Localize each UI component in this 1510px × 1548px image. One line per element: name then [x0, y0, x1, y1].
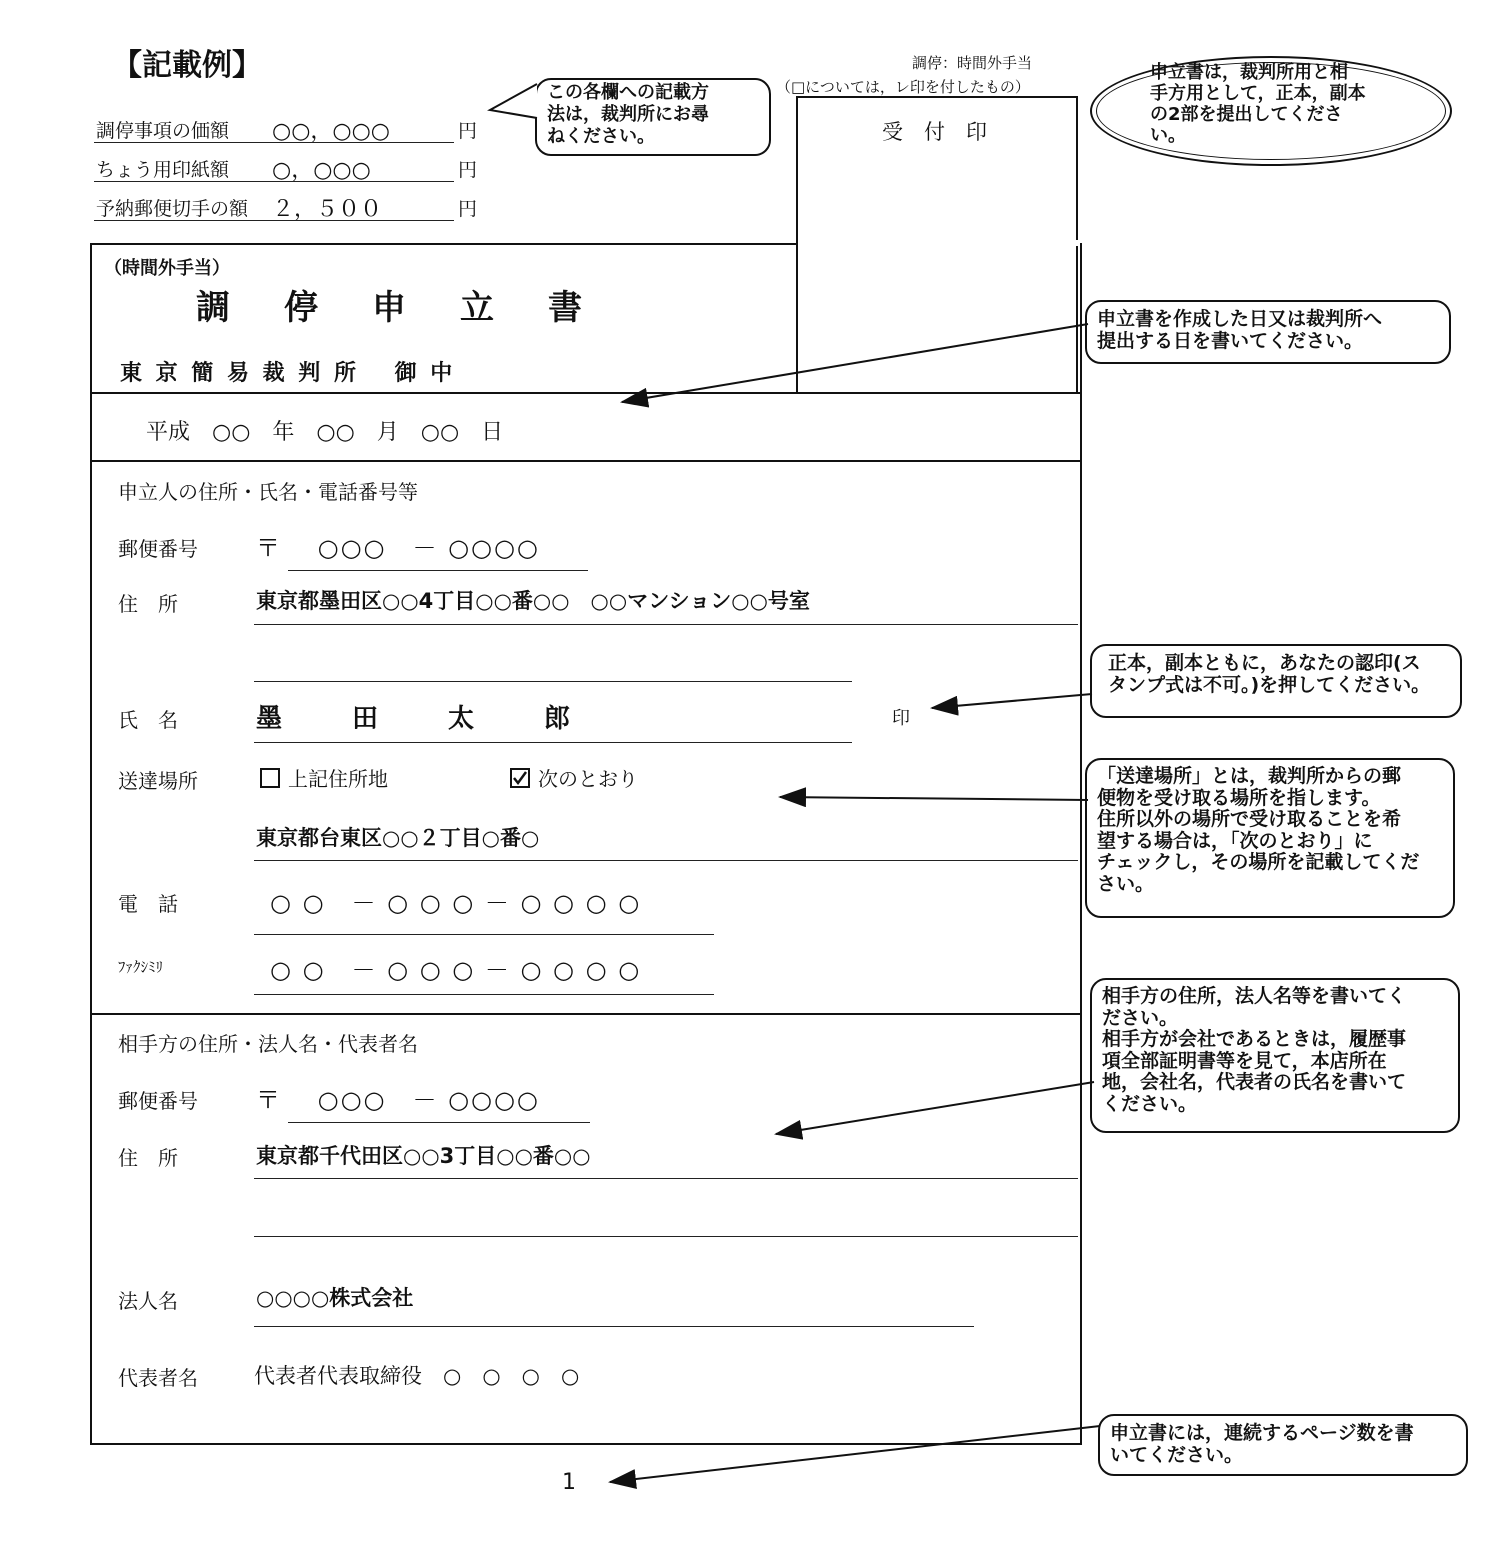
top-note-line2: （□については，レ印を付したもの）	[776, 78, 1030, 96]
delivery-address-field[interactable]: 東京都台東区○○２丁目○番○	[256, 826, 540, 850]
applicant-address-label: 住 所	[118, 592, 178, 616]
applicant-name-field[interactable]: 墨 田 太 郎	[256, 704, 577, 734]
fee-label-postage: 予納郵便切手の額	[96, 198, 249, 220]
representative-field[interactable]: 代表者代表取締役 ○ ○ ○ ○	[254, 1364, 580, 1388]
respondent-address-field[interactable]: 東京都千代田区○○3丁目○○番○○	[256, 1144, 591, 1168]
fax-field[interactable]: ○ ○ － ○ ○ ○ － ○ ○ ○ ○	[270, 956, 642, 984]
note-delivery: 「送達場所」とは，裁判所からの郵 便物を受け取る場所を指します。 住所以外の場所で受け取ることを希 望する場合は，「次のとおり」に チェックし，その場所を記載してくだ さい。	[1085, 758, 1455, 918]
respondent-postal-field[interactable]: 〒 ○○○ － ○○○○	[256, 1086, 540, 1114]
applicant-postal-label: 郵便番号	[118, 537, 198, 561]
page-number: 1	[562, 1470, 576, 1495]
fee-label-value: 調停事項の価額	[96, 120, 230, 142]
arrow-to-seal	[932, 694, 1092, 708]
fee-unit: 円	[458, 198, 478, 220]
fee-unit: 円	[458, 120, 478, 142]
arrow-to-delivery	[780, 797, 1088, 800]
fee-amount-postage: ２，５００	[272, 197, 383, 222]
seal-mark: 印	[892, 708, 910, 729]
delivery-option1-label: 上記住所地	[288, 767, 388, 791]
applicant-postal-field[interactable]: 〒 ○○○ － ○○○○	[256, 534, 540, 562]
phone-field[interactable]: ○ ○ － ○ ○ ○ － ○ ○ ○ ○	[270, 889, 642, 917]
form-title: 調 停 申 立 書	[196, 288, 592, 328]
applicant-address-field[interactable]: 東京都墨田区○○4丁目○○番○○ ○○マンション○○号室	[256, 589, 810, 613]
note-copies: 申立書は，裁判所用と相 手方用として，正本，副本 の2部を提出してくださ い。	[1090, 56, 1452, 166]
applicant-section-title: 申立人の住所・氏名・電話番号等	[118, 480, 418, 504]
corp-name-label: 法人名	[118, 1289, 178, 1313]
respondent-postal-label: 郵便番号	[118, 1089, 198, 1113]
note-date: 申立書を作成した日又は裁判所へ 提出する日を書いてください。	[1085, 300, 1451, 364]
inquiry-callout-tail	[490, 84, 537, 118]
note-inquiry: この各欄への記載方 法は，裁判所にお尋 ねください。	[535, 78, 771, 156]
fee-unit: 円	[458, 159, 478, 181]
arrow-to-page-number	[610, 1426, 1100, 1482]
fee-label-stamp: ちょう用印紙額	[96, 159, 230, 181]
representative-label: 代表者名	[118, 1366, 198, 1390]
form-category: （時間外手当）	[104, 258, 230, 279]
filing-date: 平成 ○○ 年 ○○ 月 ○○ 日	[146, 420, 504, 445]
applicant-name-label: 氏 名	[118, 708, 178, 732]
fee-amount-stamp: ○，○○○	[272, 158, 371, 183]
example-title: 【記載例】	[112, 48, 262, 83]
fee-amount-value: ○○，○○○	[272, 119, 390, 144]
top-note-line1: 調停：時間外手当	[912, 54, 1033, 72]
arrow-to-respondent	[776, 1082, 1094, 1134]
phone-label: 電 話	[118, 892, 178, 916]
receipt-stamp-label: 受 付 印	[882, 120, 987, 144]
note-seal: 正本，副本ともに，あなたの認印(ス タンプ式は不可。)を押してください。	[1090, 644, 1462, 718]
arrow-to-date	[622, 324, 1088, 402]
note-respondent: 相手方の住所，法人名等を書いてく ださい。 相手方が会社であるときは，履歴事 項全部証明書等を見て，本店所在 地，会社名，代表者の氏名を書いて ください。	[1090, 978, 1460, 1133]
respondent-section-title: 相手方の住所・法人名・代表者名	[118, 1032, 418, 1056]
respondent-address-label: 住 所	[118, 1146, 178, 1170]
corp-name-field[interactable]: ○○○○株式会社	[256, 1286, 414, 1310]
delivery-option2-label: 次のとおり	[538, 767, 638, 791]
fax-label: ﾌｧｸｼﾐﾘ	[118, 958, 164, 976]
note-pages: 申立書には，連続するページ数を書 いてください。	[1098, 1414, 1468, 1476]
delivery-label: 送達場所	[118, 769, 198, 793]
court-name: 東 京 簡 易 裁 判 所 御 中	[120, 361, 456, 386]
